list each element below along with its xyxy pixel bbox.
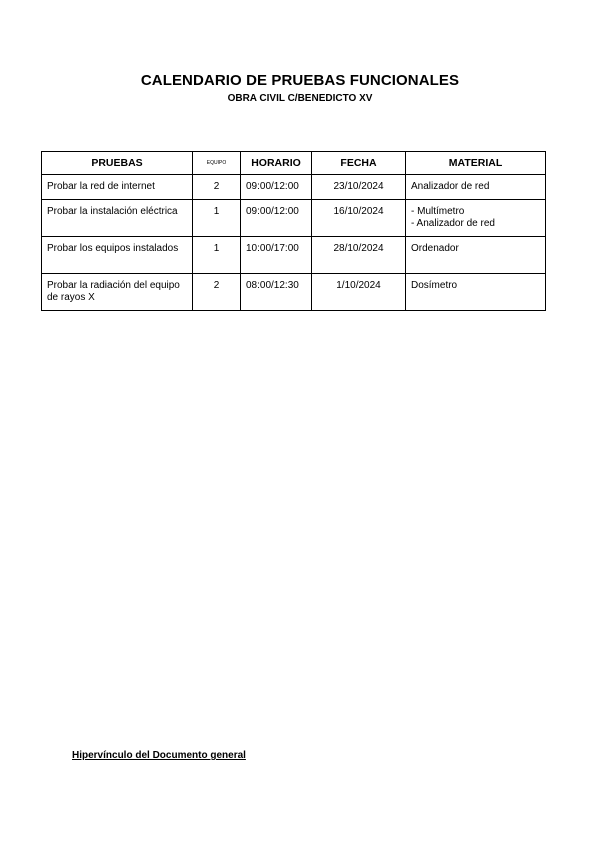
header-horario: HORARIO <box>241 152 312 175</box>
cell-material: - Multímetro - Analizador de red <box>406 200 546 237</box>
table-row <box>42 200 546 237</box>
cell-equipo: 2 <box>193 175 241 200</box>
cell-equipo: 1 <box>193 200 241 237</box>
cell-equipo: 1 <box>193 237 241 274</box>
document-subtitle: OBRA CIVIL C/BENEDICTO XV <box>227 93 373 104</box>
header-equipo: EQUIPO <box>193 152 241 175</box>
cell-fecha: 16/10/2024 <box>312 200 406 237</box>
cell-equipo: 2 <box>193 274 241 311</box>
header-pruebas: PRUEBAS <box>42 152 193 175</box>
cell-fecha: 1/10/2024 <box>312 274 406 311</box>
cell-horario: 09:00/12:00 <box>241 175 312 200</box>
header-material: MATERIAL <box>406 152 546 175</box>
schedule-table <box>41 151 546 311</box>
document-title: CALENDARIO DE PRUEBAS FUNCIONALES <box>140 72 460 89</box>
cell-horario: 09:00/12:00 <box>241 200 312 237</box>
cell-horario: 10:00/17:00 <box>241 237 312 274</box>
cell-prueba: Probar los equipos instalados <box>42 237 193 274</box>
cell-material: Ordenador <box>406 237 546 274</box>
cell-prueba: Probar la instalación eléctrica <box>42 200 193 237</box>
header-fecha: FECHA <box>312 152 406 175</box>
table-header-row <box>42 152 546 175</box>
cell-material: Dosímetro <box>406 274 546 311</box>
cell-prueba: Probar la radiación del equipo de rayos X <box>42 274 193 311</box>
cell-fecha: 28/10/2024 <box>312 237 406 274</box>
document-general-link[interactable]: Hipervínculo del Documento general <box>72 750 246 761</box>
cell-fecha: 23/10/2024 <box>312 175 406 200</box>
table-row <box>42 274 546 311</box>
cell-material: Analizador de red <box>406 175 546 200</box>
cell-horario: 08:00/12:30 <box>241 274 312 311</box>
table-row <box>42 237 546 274</box>
cell-prueba: Probar la red de internet <box>42 175 193 200</box>
table-row <box>42 175 546 200</box>
